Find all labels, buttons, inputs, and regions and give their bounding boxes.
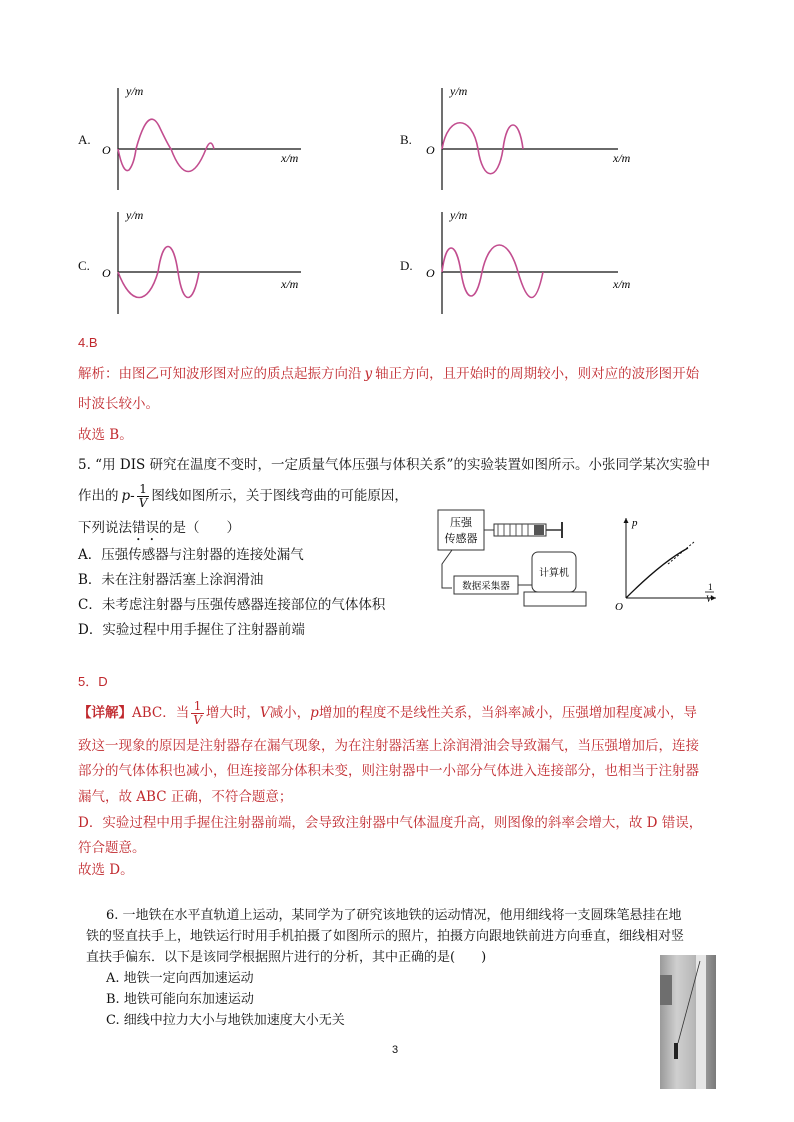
q4-analysis-line1	[78, 364, 699, 384]
q5-emphasis: 错误	[132, 520, 159, 536]
sensor-label-2: 传感器	[444, 532, 478, 545]
pendulum-drawing	[660, 955, 716, 1089]
q5-stem-line3	[78, 518, 240, 544]
frac-numerator: 1	[191, 700, 204, 714]
option-a-label: A.	[78, 132, 91, 147]
origin-label: O	[426, 143, 435, 157]
plot-origin: O	[615, 601, 623, 613]
y-axis-label: y/m	[126, 208, 144, 222]
sensor-label-1: 压强	[450, 516, 472, 529]
q5-stem-text: 下列说法	[78, 520, 132, 536]
q6-option-a: A. 地铁一定向西加速运动	[106, 971, 254, 986]
q6-option-c: C. 细线中拉力大小与地铁加速度大小无关	[106, 1013, 345, 1028]
q5-stem-dash: -	[130, 488, 135, 504]
q4-analysis-text: 解析：由图乙可知波形图对应的质点起振方向沿	[78, 366, 362, 382]
q4-conclusion: 故选 B。	[78, 427, 133, 443]
q6-option-b: B. 地铁可能向东加速运动	[106, 992, 254, 1007]
q5-option-d: D．实验过程中用手握住了注射器前端	[78, 622, 305, 638]
q5-detail-text: 增加的程度不是线性关系，当斜率减小，压强增加程度减小，导	[318, 705, 697, 721]
plot-x-den: V	[706, 594, 712, 604]
q4-analysis-var: y	[364, 366, 373, 382]
option-c-label: C.	[78, 258, 90, 273]
q5-answer: 5．D	[78, 674, 108, 689]
y-axis-label: y/m	[126, 84, 144, 98]
q5-fraction	[137, 483, 150, 510]
plot-x-num: 1	[708, 582, 713, 592]
p-v-plot	[612, 514, 722, 624]
x-axis-label: x/m	[613, 277, 631, 291]
q5-stem-var: p	[121, 488, 131, 504]
q5-option-c: C．未考虑注射器与压强传感器连接部位的气体体积	[78, 597, 386, 613]
q5-stem-line1: 5. “用 DIS 研究在温度不变时，一定质量气体压强与体积关系”的实验装置如图所示。小张同学某次实验中	[78, 457, 710, 473]
computer-label: 计算机	[539, 568, 569, 579]
x-axis-label: x/m	[613, 151, 631, 165]
q6-stem-line1: 6. 一地铁在水平直轨道上运动，某同学为了研究该地铁的运动情况，他用细线将一支圆珠笔悬挂在地	[106, 908, 682, 923]
q5-option-a: A．压强传感器与注射器的连接处漏气	[78, 547, 304, 563]
q5-detail-line3: 部分的气体体积也减小，但连接部分体积未变，则注射器中一小部分气体进入连接部分，也相当于注射器	[78, 763, 699, 779]
q6-stem-line2: 铁的竖直扶手上，地铁运行时用手机拍摄了如图所示的照片，拍摄方向跟地铁前进方向垂直，细线相对竖	[86, 929, 685, 944]
wave-graph-a	[96, 82, 311, 194]
q5-detail-text: ABC．当	[132, 705, 190, 721]
option-d-label: D.	[400, 258, 413, 273]
wave-graph-c	[96, 206, 311, 318]
q5-stem-text: 图线如图所示，关于图线弯曲的可能原因，	[151, 488, 408, 504]
q5-detail-var-v: V	[259, 705, 270, 721]
syringe	[484, 522, 562, 538]
apparatus-diagram	[432, 508, 602, 616]
option-b-label: B.	[400, 132, 412, 147]
q4-analysis-text: 轴正方向，且开始时的周期较小，则对应的波形图开始	[375, 366, 700, 382]
q5-detail-text: 减小，	[269, 705, 311, 721]
q6-stem-line3: 直扶手偏东．以下是该同学根据照片进行的分析，其中正确的是( )	[86, 950, 487, 965]
x-axis-label: x/m	[281, 277, 299, 291]
q5-detail-line6: 符合题意。	[78, 840, 146, 856]
q5-conclusion: 故选 D。	[78, 862, 134, 878]
origin-label: O	[426, 266, 435, 280]
wave-graph-b	[418, 82, 640, 194]
y-axis-label: y/m	[450, 84, 468, 98]
q5-option-b: B．未在注射器活塞上涂润滑油	[78, 572, 264, 588]
frac-denominator: V	[138, 496, 148, 510]
frac-denominator: V	[193, 713, 202, 727]
q5-detail-line4: 漏气，故 ABC 正确，不符合题意；	[78, 789, 293, 805]
q5-stem-text: 作出的	[78, 488, 119, 504]
frac-numerator: 1	[137, 483, 150, 497]
q5-detail-line2: 致这一现象的原因是注射器存在漏气现象，为在注射器活塞上涂润滑油会导致漏气，当压强增加后，连接	[78, 738, 699, 754]
x-axis-label: x/m	[281, 151, 299, 165]
q5-detail-fraction	[191, 700, 204, 727]
q5-detail-text: 增大时，	[205, 705, 260, 721]
q5-detail-line5: D．实验过程中用手握住注射器前端，会导致注射器中气体温度升高，则图像的斜率会增大，故 D 错误，	[78, 815, 703, 831]
q4-answer: 4.B	[78, 335, 98, 350]
page-number: 3	[392, 1044, 399, 1056]
collector-label: 数据采集器	[462, 581, 510, 592]
q5-stem-line2	[78, 483, 408, 510]
origin-label: O	[102, 143, 111, 157]
q4-analysis-line2: 时波长较小。	[78, 396, 159, 412]
q5-detail-var-p: p	[310, 705, 319, 721]
q5-detail-line1	[78, 700, 697, 727]
subway-photo	[660, 955, 716, 1089]
origin-label: O	[102, 266, 111, 280]
y-axis-label: y/m	[450, 208, 468, 222]
wave-graph-d	[418, 206, 640, 318]
q5-detail-tag: 【详解】	[78, 705, 132, 721]
q5-stem-text: 的是（ ）	[159, 520, 240, 536]
plot-y-label: p	[632, 517, 638, 529]
